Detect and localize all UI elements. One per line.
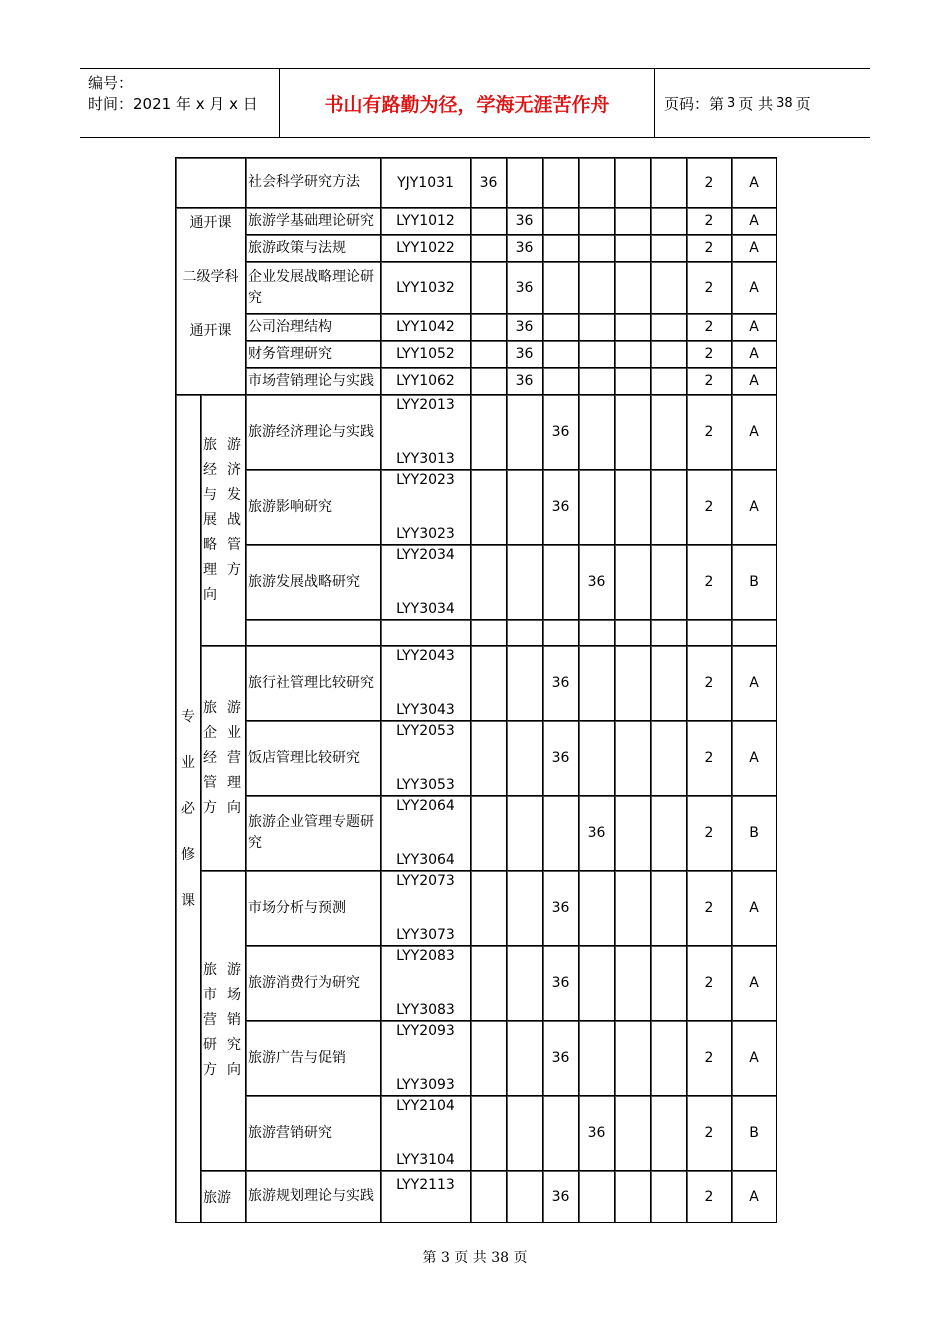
major-required-category-cell xyxy=(176,395,201,1223)
grade: A xyxy=(732,871,777,946)
hours-6 xyxy=(651,1096,687,1171)
hours-5 xyxy=(615,545,651,620)
hours-6 xyxy=(651,235,687,262)
course-code: LYY2113 xyxy=(381,1171,471,1223)
hours-1 xyxy=(471,796,507,871)
grade: A xyxy=(732,946,777,1021)
hours-2 xyxy=(507,1171,543,1223)
hours-5 xyxy=(615,395,651,470)
hours-6 xyxy=(651,262,687,314)
hours-2 xyxy=(507,721,543,796)
hours-3 xyxy=(543,158,579,208)
hours-4 xyxy=(579,314,615,341)
dir-char: 研 xyxy=(203,1037,217,1053)
course-table xyxy=(175,157,777,1223)
course-name xyxy=(246,620,381,646)
hours-4 xyxy=(579,1171,615,1223)
code-line: LYY2104 xyxy=(396,1098,455,1114)
grade: B xyxy=(732,545,777,620)
credit: 2 xyxy=(687,796,732,871)
hours-2: 36 xyxy=(507,262,543,314)
hours-1 xyxy=(471,721,507,796)
hours-4 xyxy=(579,341,615,368)
dir-char: 销 xyxy=(227,1012,241,1028)
grade: A xyxy=(732,395,777,470)
dir-char: 场 xyxy=(227,987,241,1003)
grade: A xyxy=(732,235,777,262)
hours-3 xyxy=(543,235,579,262)
course-name: 旅游消费行为研究 xyxy=(246,946,381,1021)
course-code: LYY1062 xyxy=(381,368,471,395)
code-line: LYY2023 xyxy=(396,472,455,488)
course-name: 旅游学基础理论研究 xyxy=(246,208,381,235)
code-line: LYY3104 xyxy=(396,1152,455,1168)
hours-3: 36 xyxy=(543,871,579,946)
hours-4 xyxy=(579,646,615,721)
hours-4 xyxy=(579,620,615,646)
direction-economy-cell xyxy=(201,395,246,646)
grade: A xyxy=(732,368,777,395)
hours-2 xyxy=(507,946,543,1021)
time-label: 时间：2021 年 x 月 x 日 xyxy=(88,95,258,113)
course-code: LYY1052 xyxy=(381,341,471,368)
general-category-line-1: 通开课 xyxy=(189,215,232,231)
hours-2 xyxy=(507,545,543,620)
credit: 2 xyxy=(687,1021,732,1096)
code-line: LYY3034 xyxy=(396,601,455,617)
course-table-body xyxy=(176,158,777,1223)
course-name: 旅游规划理论与实践 xyxy=(246,1171,381,1223)
hours-2: 36 xyxy=(507,235,543,262)
page-current: 3 xyxy=(727,95,736,111)
major-required-char-4: 修 xyxy=(181,846,195,863)
number-label: 编号： xyxy=(88,74,134,92)
grade: B xyxy=(732,796,777,871)
hours-3: 36 xyxy=(543,721,579,796)
hours-1 xyxy=(471,470,507,545)
course-name: 旅游企业管理专题研究 xyxy=(246,796,381,871)
hours-3 xyxy=(543,1096,579,1171)
hours-5 xyxy=(615,1171,651,1223)
credit: 2 xyxy=(687,871,732,946)
dir-char: 略 xyxy=(203,537,217,553)
major-required-char-5: 课 xyxy=(181,892,195,909)
dir-char: 方 xyxy=(203,1062,217,1078)
code-line: LYY2043 xyxy=(396,648,455,664)
hours-4 xyxy=(579,470,615,545)
hours-3: 36 xyxy=(543,470,579,545)
hours-4 xyxy=(579,235,615,262)
hours-1: 36 xyxy=(471,158,507,208)
hours-3: 36 xyxy=(543,1021,579,1096)
hours-1 xyxy=(471,368,507,395)
grade: A xyxy=(732,1021,777,1096)
major-required-char-3: 必 xyxy=(181,800,195,817)
table-row xyxy=(176,1021,777,1096)
grade: A xyxy=(732,470,777,545)
hours-4: 36 xyxy=(579,545,615,620)
hours-2 xyxy=(507,1096,543,1171)
code-line: LYY3073 xyxy=(396,927,455,943)
table-row xyxy=(176,1096,777,1171)
hours-1 xyxy=(471,646,507,721)
course-code: YJY1031 xyxy=(381,158,471,208)
dir-char: 企 xyxy=(203,725,217,741)
credit: 2 xyxy=(687,395,732,470)
dir-char: 业 xyxy=(227,725,241,741)
credit: 2 xyxy=(687,545,732,620)
code-line: LYY3053 xyxy=(396,777,455,793)
hours-6 xyxy=(651,470,687,545)
credit: 2 xyxy=(687,1171,732,1223)
credit: 2 xyxy=(687,341,732,368)
table-row xyxy=(176,158,777,208)
dir-char: 游 xyxy=(227,700,241,716)
table-row xyxy=(176,721,777,796)
course-name: 企业发展战略理论研究 xyxy=(246,262,381,314)
course-code: LYY1022 xyxy=(381,235,471,262)
page-total: 38 xyxy=(776,95,793,111)
course-code xyxy=(381,1096,471,1171)
dir-char: 经 xyxy=(203,750,217,766)
grade xyxy=(732,620,777,646)
hours-1 xyxy=(471,871,507,946)
dir-char: 营 xyxy=(227,750,241,766)
table-row xyxy=(176,545,777,620)
course-code xyxy=(381,796,471,871)
hours-5 xyxy=(615,368,651,395)
hours-6 xyxy=(651,1021,687,1096)
course-name: 旅游营销研究 xyxy=(246,1096,381,1171)
dir-char: 向 xyxy=(227,1062,241,1078)
course-name: 财务管理研究 xyxy=(246,341,381,368)
dir-char: 旅 xyxy=(203,962,217,978)
hours-3: 36 xyxy=(543,946,579,1021)
hours-5 xyxy=(615,235,651,262)
hours-4 xyxy=(579,158,615,208)
hours-3 xyxy=(543,620,579,646)
general-category-cell xyxy=(176,208,246,395)
table-row xyxy=(176,646,777,721)
page-mid: 页 共 xyxy=(738,94,774,113)
hours-5 xyxy=(615,262,651,314)
dir-char: 与 xyxy=(203,487,217,503)
hours-1 xyxy=(471,314,507,341)
code-line: LYY2034 xyxy=(396,547,455,563)
hours-2 xyxy=(507,871,543,946)
course-code xyxy=(381,395,471,470)
course-name: 旅游发展战略研究 xyxy=(246,545,381,620)
dir-char: 济 xyxy=(227,462,241,478)
grade: A xyxy=(732,341,777,368)
header-motto: 书山有路勤为径，学海无涯苦作舟 xyxy=(280,69,655,137)
code-line: LYY3083 xyxy=(396,1002,455,1018)
hours-4 xyxy=(579,721,615,796)
table-row xyxy=(176,1171,777,1223)
hours-5 xyxy=(615,470,651,545)
code-line: LYY2013 xyxy=(396,397,455,413)
hours-1 xyxy=(471,208,507,235)
hours-3 xyxy=(543,341,579,368)
hours-2 xyxy=(507,1021,543,1096)
general-category-line-3: 通开课 xyxy=(189,323,232,339)
direction-enterprise-cell xyxy=(201,646,246,871)
course-code xyxy=(381,646,471,721)
credit: 2 xyxy=(687,368,732,395)
dir-char: 旅 xyxy=(203,700,217,716)
hours-6 xyxy=(651,395,687,470)
hours-1 xyxy=(471,395,507,470)
table-row xyxy=(176,620,777,646)
hours-6 xyxy=(651,368,687,395)
credit: 2 xyxy=(687,646,732,721)
hours-3 xyxy=(543,368,579,395)
hours-4 xyxy=(579,262,615,314)
hours-5 xyxy=(615,341,651,368)
dir-char: 游 xyxy=(227,437,241,453)
hours-3: 36 xyxy=(543,395,579,470)
dir-char: 方 xyxy=(203,800,217,816)
course-code: LYY1012 xyxy=(381,208,471,235)
hours-6 xyxy=(651,871,687,946)
code-line: LYY2064 xyxy=(396,798,455,814)
credit: 2 xyxy=(687,208,732,235)
hours-4 xyxy=(579,368,615,395)
hours-3: 36 xyxy=(543,1171,579,1223)
table-row xyxy=(176,262,777,314)
course-code: LYY1032 xyxy=(381,262,471,314)
hours-4: 36 xyxy=(579,796,615,871)
grade: A xyxy=(732,1171,777,1223)
course-name: 社会科学研究方法 xyxy=(246,158,381,208)
course-name: 旅行社管理比较研究 xyxy=(246,646,381,721)
table-row xyxy=(176,235,777,262)
hours-6 xyxy=(651,208,687,235)
hours-2: 36 xyxy=(507,368,543,395)
dir-char: 向 xyxy=(203,587,217,603)
code-line: LYY2093 xyxy=(396,1023,455,1039)
course-name: 公司治理结构 xyxy=(246,314,381,341)
grade: B xyxy=(732,1096,777,1171)
hours-3 xyxy=(543,262,579,314)
dir-char: 理 xyxy=(203,562,217,578)
grade: A xyxy=(732,158,777,208)
hours-2 xyxy=(507,796,543,871)
hours-6 xyxy=(651,158,687,208)
hours-1 xyxy=(471,620,507,646)
hours-1 xyxy=(471,946,507,1021)
hours-5 xyxy=(615,721,651,796)
hours-4 xyxy=(579,395,615,470)
course-name: 旅游影响研究 xyxy=(246,470,381,545)
hours-1 xyxy=(471,1021,507,1096)
hours-1 xyxy=(471,1171,507,1223)
table-row xyxy=(176,314,777,341)
hours-3 xyxy=(543,545,579,620)
code-line: LYY2083 xyxy=(396,948,455,964)
hours-4 xyxy=(579,946,615,1021)
course-name: 旅游政策与法规 xyxy=(246,235,381,262)
course-name: 市场营销理论与实践 xyxy=(246,368,381,395)
hours-6 xyxy=(651,314,687,341)
hours-4: 36 xyxy=(579,1096,615,1171)
dir-char: 管 xyxy=(203,775,217,791)
hours-4 xyxy=(579,871,615,946)
hours-6 xyxy=(651,341,687,368)
code-line: LYY3023 xyxy=(396,526,455,542)
hours-6 xyxy=(651,1171,687,1223)
credit: 2 xyxy=(687,262,732,314)
table-row xyxy=(176,341,777,368)
course-code xyxy=(381,721,471,796)
code-line: LYY3064 xyxy=(396,852,455,868)
hours-5 xyxy=(615,620,651,646)
table-row xyxy=(176,796,777,871)
dir-char: 营 xyxy=(203,1012,217,1028)
course-code xyxy=(381,946,471,1021)
table-row xyxy=(176,395,777,470)
hours-1 xyxy=(471,1096,507,1171)
dir-char: 游 xyxy=(227,962,241,978)
table-row xyxy=(176,946,777,1021)
code-line: LYY2053 xyxy=(396,723,455,739)
hours-6 xyxy=(651,620,687,646)
hours-5 xyxy=(615,871,651,946)
dir-char: 方 xyxy=(227,562,241,578)
hours-2 xyxy=(507,395,543,470)
hours-5 xyxy=(615,946,651,1021)
grade: A xyxy=(732,208,777,235)
major-required-char-2: 业 xyxy=(181,754,195,771)
direction-planning-cell: 旅游 xyxy=(201,1171,246,1223)
dir-char: 理 xyxy=(227,775,241,791)
course-code xyxy=(381,1021,471,1096)
course-code xyxy=(381,871,471,946)
hours-2 xyxy=(507,646,543,721)
dir-char: 向 xyxy=(227,800,241,816)
credit: 2 xyxy=(687,314,732,341)
hours-1 xyxy=(471,262,507,314)
hours-1 xyxy=(471,235,507,262)
hours-5 xyxy=(615,1096,651,1171)
hours-1 xyxy=(471,545,507,620)
credit: 2 xyxy=(687,1096,732,1171)
credit: 2 xyxy=(687,235,732,262)
hours-3 xyxy=(543,796,579,871)
code-line: LYY3043 xyxy=(396,702,455,718)
hours-2: 36 xyxy=(507,208,543,235)
table-row xyxy=(176,208,777,235)
dir-char: 战 xyxy=(227,512,241,528)
page-suffix: 页 xyxy=(795,94,811,113)
hours-4 xyxy=(579,208,615,235)
hours-6 xyxy=(651,796,687,871)
hours-6 xyxy=(651,721,687,796)
credit: 2 xyxy=(687,158,732,208)
hours-3 xyxy=(543,208,579,235)
code-line: LYY3013 xyxy=(396,451,455,467)
hours-6 xyxy=(651,545,687,620)
dir-char: 展 xyxy=(203,512,217,528)
dir-char: 发 xyxy=(227,487,241,503)
dir-char: 究 xyxy=(227,1037,241,1053)
hours-2: 36 xyxy=(507,341,543,368)
hours-5 xyxy=(615,796,651,871)
hours-6 xyxy=(651,646,687,721)
dir-char: 市 xyxy=(203,987,217,1003)
table-row xyxy=(176,470,777,545)
table-row xyxy=(176,871,777,946)
grade: A xyxy=(732,721,777,796)
hours-4 xyxy=(579,1021,615,1096)
hours-5 xyxy=(615,646,651,721)
course-name: 旅游广告与促销 xyxy=(246,1021,381,1096)
hours-1 xyxy=(471,341,507,368)
dir-char: 旅 xyxy=(203,437,217,453)
dir-char: 管 xyxy=(227,537,241,553)
header-page-info xyxy=(654,69,870,137)
hours-2 xyxy=(507,470,543,545)
code-line: LYY3093 xyxy=(396,1077,455,1093)
course-name: 市场分析与预测 xyxy=(246,871,381,946)
code-line: LYY2073 xyxy=(396,873,455,889)
credit: 2 xyxy=(687,470,732,545)
hours-2 xyxy=(507,158,543,208)
hours-2 xyxy=(507,620,543,646)
course-code xyxy=(381,620,471,646)
major-required-char-1: 专 xyxy=(181,708,195,725)
hours-5 xyxy=(615,158,651,208)
hours-5 xyxy=(615,208,651,235)
credit xyxy=(687,620,732,646)
hours-5 xyxy=(615,314,651,341)
grade: A xyxy=(732,314,777,341)
course-code xyxy=(381,470,471,545)
course-name: 旅游经济理论与实践 xyxy=(246,395,381,470)
general-category-line-2: 二级学科 xyxy=(182,269,239,285)
credit: 2 xyxy=(687,946,732,1021)
page-prefix: 页码：第 xyxy=(664,94,725,113)
credit: 2 xyxy=(687,721,732,796)
direction-marketing-cell xyxy=(201,871,246,1171)
hours-3 xyxy=(543,314,579,341)
course-code xyxy=(381,545,471,620)
dir-char: 经 xyxy=(203,462,217,478)
page-footer: 第 3 页 共 38 页 xyxy=(422,1250,528,1266)
hours-5 xyxy=(615,1021,651,1096)
grade: A xyxy=(732,646,777,721)
hours-6 xyxy=(651,946,687,1021)
course-code: LYY1042 xyxy=(381,314,471,341)
table-row xyxy=(176,368,777,395)
hours-3: 36 xyxy=(543,646,579,721)
hours-2: 36 xyxy=(507,314,543,341)
page-header xyxy=(80,68,870,138)
grade: A xyxy=(732,262,777,314)
header-meta xyxy=(80,69,280,137)
course-name: 饭店管理比较研究 xyxy=(246,721,381,796)
